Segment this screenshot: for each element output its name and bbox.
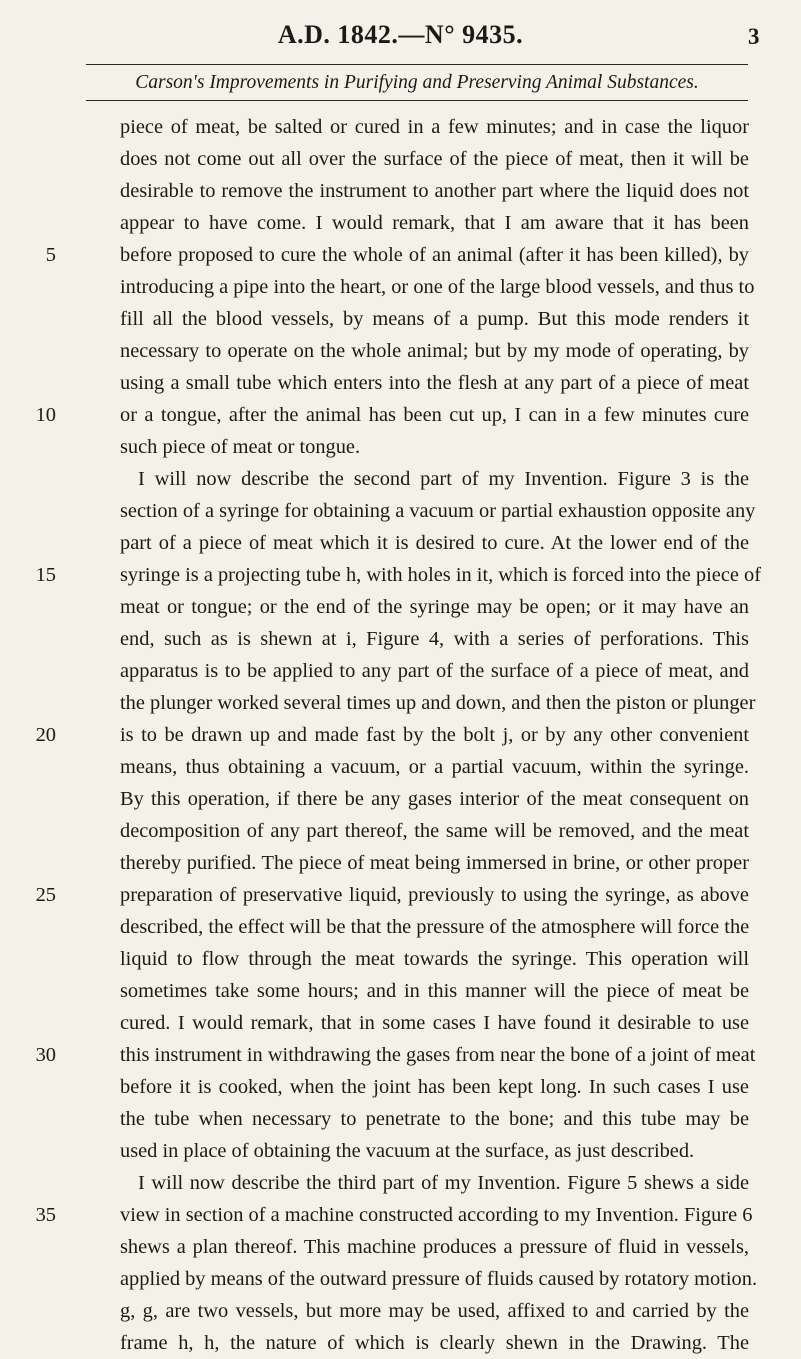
text-line: frame h, h, the nature of which is clearly shewn in the Drawing. The xyxy=(120,1332,749,1354)
line-number: 35 xyxy=(35,1204,56,1226)
text-line: I will now describe the second part of my Invention. Figure 3 is the xyxy=(138,468,749,490)
text-line: the plunger worked several times up and down, and then the piston or plunger xyxy=(120,692,756,714)
line-number: 10 xyxy=(35,404,56,426)
line-number: 15 xyxy=(35,564,56,586)
line-number: 5 xyxy=(45,244,56,266)
text-line: used in place of obtaining the vacuum at the surface, as just described. xyxy=(120,1140,695,1162)
text-line: thereby purified. The piece of meat being immersed in brine, or other proper xyxy=(120,852,749,874)
text-line: before it is cooked, when the joint has been kept long. In such cases I use xyxy=(120,1076,749,1098)
text-line: fill all the blood vessels, by means of a pump. But this mode renders it xyxy=(120,308,749,330)
text-line: described, the effect will be that the pressure of the atmosphere will force the xyxy=(120,916,750,938)
text-line: By this operation, if there be any gases interior of the meat consequent on xyxy=(120,788,749,810)
line-number: 25 xyxy=(35,884,56,906)
text-line: such piece of meat or tongue. xyxy=(120,436,361,458)
text-line: meat or tongue; or the end of the syringe may be open; or it may have an xyxy=(120,596,749,618)
text-line: syringe is a projecting tube h, with holes in it, which is forced into the piece of xyxy=(120,564,762,586)
text-line: view in section of a machine constructed according to my Invention. Figure 6 xyxy=(120,1204,753,1226)
text-line: is to be drawn up and made fast by the bolt j, or by any other convenient xyxy=(120,724,749,746)
text-line: desirable to remove the instrument to another part where the liquid does not xyxy=(120,180,749,202)
text-line: this instrument in withdrawing the gases from near the bone of a joint of meat xyxy=(120,1044,756,1066)
text-line: preparation of preservative liquid, previously to using the syringe, as above xyxy=(120,884,749,906)
text-line: necessary to operate on the whole animal; but by my mode of operating, by xyxy=(120,340,749,362)
text-line: the tube when necessary to penetrate to the bone; and this tube may be xyxy=(120,1108,749,1130)
text-line: liquid to flow through the meat towards the syringe. This operation will xyxy=(120,948,749,970)
header-rule-bottom xyxy=(86,100,748,101)
page-number: 3 xyxy=(748,24,760,49)
text-line: part of a piece of meat which it is desired to cure. At the lower end of the xyxy=(120,532,749,554)
text-line: g, g, are two vessels, but more may be used, affixed to and carried by the xyxy=(120,1300,749,1322)
line-number: 20 xyxy=(35,724,56,746)
header-title: A.D. 1842.—N° 9435. xyxy=(277,20,524,49)
text-line: means, thus obtaining a vacuum, or a partial vacuum, within the syringe. xyxy=(120,756,749,778)
text-line: cured. I would remark, that in some cases I have found it desirable to use xyxy=(120,1012,749,1034)
text-line: introducing a pipe into the heart, or one of the large blood vessels, and thus to xyxy=(120,276,755,298)
header-rule-top xyxy=(86,64,748,65)
text-line: using a small tube which enters into the flesh at any part of a piece of meat xyxy=(120,372,749,394)
text-line: section of a syringe for obtaining a vacuum or partial exhaustion opposite any xyxy=(120,500,756,522)
text-line: applied by means of the outward pressure of fluids caused by rotatory motion. xyxy=(120,1268,758,1290)
text-line: before proposed to cure the whole of an animal (after it has been killed), by xyxy=(120,244,749,266)
text-line: piece of meat, be salted or cured in a few minutes; and in case the liquor xyxy=(120,116,749,138)
running-title: Carson's Improvements in Purifying and Preserving Animal Substances. xyxy=(135,72,699,93)
text-line: sometimes take some hours; and in this manner will the piece of meat be xyxy=(120,980,749,1002)
text-line: or a tongue, after the animal has been cut up, I can in a few minutes cure xyxy=(120,404,749,426)
text-line: I will now describe the third part of my Invention. Figure 5 shews a side xyxy=(138,1172,749,1194)
text-line: decomposition of any part thereof, the same will be removed, and the meat xyxy=(120,820,749,842)
text-line: end, such as is shewn at i, Figure 4, with a series of perforations. This xyxy=(120,628,749,650)
text-line: shews a plan thereof. This machine produces a pressure of fluid in vessels, xyxy=(120,1236,749,1258)
line-number: 30 xyxy=(35,1044,56,1066)
text-line: appear to have come. I would remark, that I am aware that it has been xyxy=(120,212,749,234)
text-line: apparatus is to be applied to any part of the surface of a piece of meat, and xyxy=(120,660,749,682)
text-line: does not come out all over the surface of the piece of meat, then it will be xyxy=(120,148,749,170)
